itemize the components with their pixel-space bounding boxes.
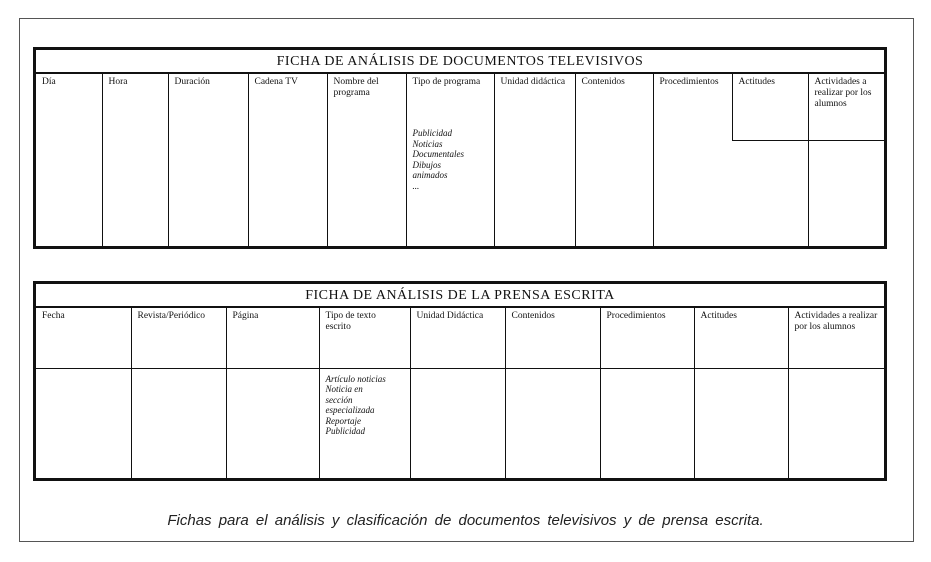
press-cell: [505, 368, 600, 478]
press-cell: [694, 368, 788, 478]
tv-program-type-list: [413, 128, 488, 191]
press-cell: [788, 368, 884, 478]
tv-header-hora: Hora: [102, 72, 168, 246]
press-header-actividades: Actividades a realizar por los alumnos: [788, 306, 884, 368]
program-type-item: Noticias: [412, 138, 443, 149]
press-form-table: [36, 306, 884, 478]
text-type-item: Noticia en: [325, 384, 363, 394]
tv-cell-tipo-programa: [406, 72, 494, 246]
press-header-actitudes: Actitudes: [694, 306, 788, 368]
press-header-pagina: Página: [226, 306, 319, 368]
press-header-tipo: Tipo de texto escrito: [319, 306, 410, 368]
program-type-item: Documentales: [412, 149, 464, 159]
press-analysis-form: [33, 281, 887, 481]
press-header-procedimientos: Procedimientos: [600, 306, 694, 368]
program-type-item: ...: [412, 180, 420, 191]
press-form-title: FICHA DE ANÁLISIS DE LA PRENSA ESCRITA: [36, 284, 884, 308]
tv-header-cadena: Cadena TV: [248, 72, 327, 246]
tv-form-table: [36, 72, 884, 247]
press-cell: [131, 368, 226, 478]
press-header-unidad: Unidad Didáctica: [410, 306, 505, 368]
figure-caption: Fichas para el análisis y clasificación de documentos televisivos y de prensa escrita.: [167, 512, 764, 529]
tv-cell-actividades: [808, 140, 884, 246]
text-type-item: Publicidad: [325, 426, 365, 436]
text-type-item: Artículo noticias: [325, 373, 386, 384]
tv-header-unidad: Unidad didáctica: [494, 72, 575, 246]
press-text-type-list: [326, 374, 404, 437]
press-cell: [410, 368, 505, 478]
tv-header-actitudes: Actitudes: [732, 72, 808, 140]
tv-header-actividades: Actividades a realizar por los alumnos: [808, 72, 884, 140]
program-type-item: animados: [412, 170, 448, 180]
press-header-revista: Revista/Periódico: [131, 306, 226, 368]
program-type-item: Publicidad: [412, 128, 452, 138]
program-type-item: Dibujos: [412, 159, 442, 170]
press-cell: [36, 368, 131, 478]
press-cell: [226, 368, 319, 478]
tv-form-title: FICHA DE ANÁLISIS DE DOCUMENTOS TELEVISIVOS: [36, 50, 884, 74]
tv-header-procedimientos: Procedimientos: [653, 72, 732, 246]
press-header-fecha: Fecha: [36, 306, 131, 368]
text-type-item: sección especializada: [325, 394, 375, 415]
press-cell: [600, 368, 694, 478]
press-header-contenidos: Contenidos: [505, 306, 600, 368]
tv-header-contenidos: Contenidos: [575, 72, 653, 246]
tv-analysis-form: [33, 47, 887, 249]
tv-header-duracion: Duración: [168, 72, 248, 246]
tv-cell-actitudes: [732, 140, 808, 246]
tv-header-tipo: Tipo de programa: [412, 77, 481, 87]
tv-header-dia: Día: [36, 72, 102, 246]
text-type-item: Reportaje: [325, 415, 361, 426]
tv-header-programa: Nombre del programa: [327, 72, 406, 246]
press-cell-tipo-texto: [319, 368, 410, 478]
